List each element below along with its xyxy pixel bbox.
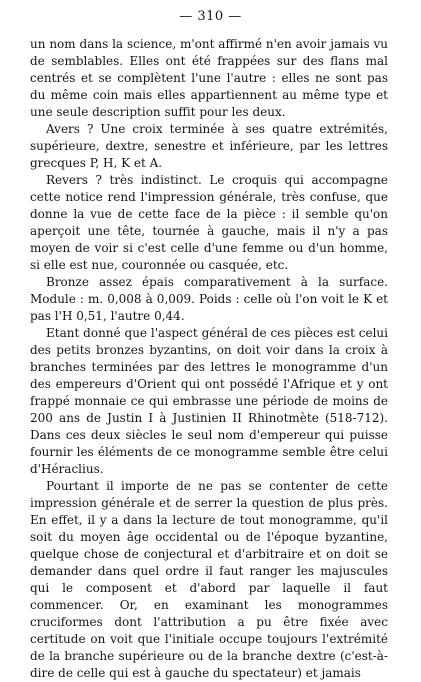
- paragraph-2: Avers ? Une croix terminée à ses quatre extrémités, supérieure, dextre, senestre et inférieure, par les lettres grecques P, H, K et A.: [30, 122, 388, 170]
- paragraph-3: Revers ? très indistinct. Le croquis qui accompagne cette notice rend l'impression générale, très confuse, que donne la vue de cette face de la pièce : il semble qu'on aperçoit une tête, tournée à gauche, mais il n'y a pas moyen de voir si c'est celle d'une femme ou d'un homme, si elle est nue, couronnée ou casquée, etc.: [30, 173, 388, 272]
- paragraph-6: Pourtant il importe de ne pas se contenter de cette impression générale et de serrer la question de plus près. En effet, il y a dans la lecture de tout monogramme, qu'il soit du moyen âge occidental ou de l'époque byzantine, quelque chose de conjectural et d'arbitraire et on doit se demander dans quel ordre il faut ranger les majuscules qui le composent et d'abord par laquelle il faut commencer. Or, en examinant les monogrammes cruciformes dont l'attribution a pu être fixée avec certitude on voit que l'initiale occupe toujours l'extrémité de la branche supérieure ou de la branche dextre (c'est-à-dire de celle qui est à gauche du spectateur) et jamais: [30, 479, 388, 680]
- body-text: [30, 36, 388, 682]
- paragraph-5: Etant donné que l'aspect général de ces pièces est celui des petits bronzes byzantins, on doit voir dans la croix à branches terminées par des lettres le monogramme d'un des empereurs d'Orient qui ont possédé l'Afrique et y ont frappé monnaie ce qui embrasse une période de moins de 200 ans de Justin I à Justinien II Rhinotmète (518-712). Dans ces deux siècles le seul nom d'empereur qui puisse fournir les éléments de ce monogramme semble être celui d'Héraclius.: [30, 326, 388, 476]
- page-number: — 310 —: [179, 9, 242, 24]
- paragraph-1: un nom dans la science, m'ont affirmé n'en avoir jamais vu de semblables. Elles ont été frappées sur des flans mal centrés et se complètent l'une l'autre : elles ne sont pas du même coin mais elles appartiennent au même type et une seule description suffit pour les deux.: [30, 37, 388, 119]
- paragraph-4: Bronze assez épais comparativement à la surface. Module : m. 0,008 à 0,009. Poids : celle où l'on voit le K et pas l'H 0,51, l'autre 0,44.: [30, 275, 388, 323]
